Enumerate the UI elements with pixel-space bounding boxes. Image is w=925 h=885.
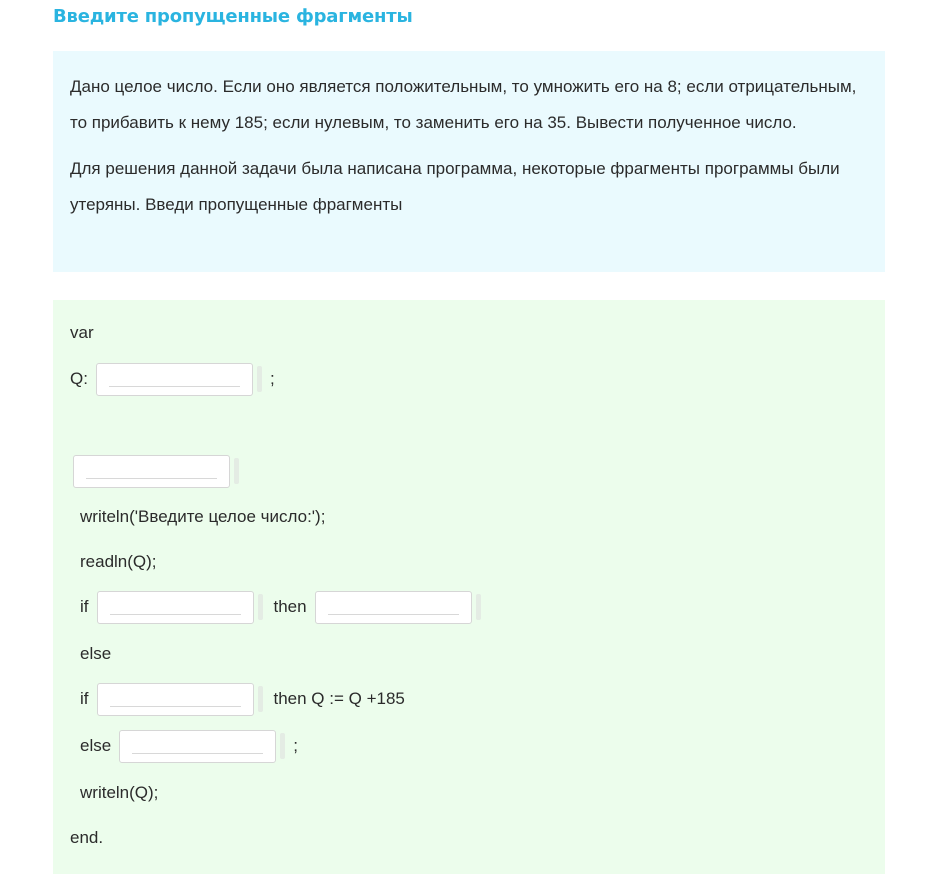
variable-q-label: Q: — [70, 369, 88, 388]
page-title: Введите пропущенные фрагменты — [53, 6, 413, 27]
task-description — [53, 51, 885, 272]
keyword-var: var — [70, 323, 94, 342]
code-line-writeln-prompt — [80, 500, 325, 534]
condition-1-blank-box[interactable] — [97, 591, 254, 624]
action-3-blank-box[interactable] — [119, 730, 276, 763]
semicolon: ; — [293, 736, 298, 755]
blank-handle — [257, 366, 262, 392]
code-line-writeln-q — [80, 776, 158, 810]
begin-blank-box[interactable] — [73, 455, 230, 488]
condition-1-input[interactable] — [110, 596, 241, 615]
code-line-begin — [73, 454, 239, 488]
code-line-declaration — [70, 362, 275, 396]
keyword-else: else — [80, 736, 112, 755]
semicolon: ; — [269, 369, 275, 388]
writeln-prompt-text: writeln('Введите целое число:'); — [80, 507, 326, 526]
code-line-end — [70, 821, 103, 855]
keyword-if: if — [80, 689, 89, 708]
keyword-if: if — [80, 597, 89, 616]
condition-2-blank-box[interactable] — [97, 683, 254, 716]
keyword-then: then — [273, 597, 307, 616]
keyword-else: else — [80, 644, 112, 663]
code-line-if-negative — [80, 682, 405, 716]
action-1-input[interactable] — [328, 596, 459, 615]
blank-handle — [280, 733, 285, 759]
task-paragraph-2: Для решения данной задачи была написана программа, некоторые фрагменты программы были утеряны. Введи пропущенные фрагменты — [70, 159, 840, 214]
readln-text: readln(Q); — [80, 552, 157, 571]
code-line-else-2 — [80, 729, 298, 763]
type-blank-box[interactable] — [96, 363, 253, 396]
keyword-end: end. — [70, 828, 104, 847]
code-line-var — [70, 316, 94, 350]
blank-handle — [476, 594, 481, 620]
condition-2-input[interactable] — [110, 688, 241, 707]
task-paragraph-1: Дано целое число. Если оно является положительным, то умножить его на 8; если отрицательным, то прибавить к нему 185; если нулевым, то заменить его на 35. Вывести полученное число. — [70, 77, 857, 132]
blank-handle — [258, 686, 263, 712]
action-3-input[interactable] — [132, 735, 263, 754]
code-editor — [53, 300, 885, 874]
code-line-readln — [80, 545, 157, 579]
type-input[interactable] — [109, 368, 240, 387]
then-add-text: then Q := Q +185 — [273, 689, 405, 708]
code-line-else-1 — [80, 637, 111, 671]
begin-input[interactable] — [86, 460, 217, 479]
action-1-blank-box[interactable] — [315, 591, 472, 624]
blank-handle — [258, 594, 263, 620]
code-line-if-positive — [80, 590, 481, 624]
blank-handle — [234, 458, 239, 484]
writeln-q-text: writeln(Q); — [80, 783, 159, 802]
